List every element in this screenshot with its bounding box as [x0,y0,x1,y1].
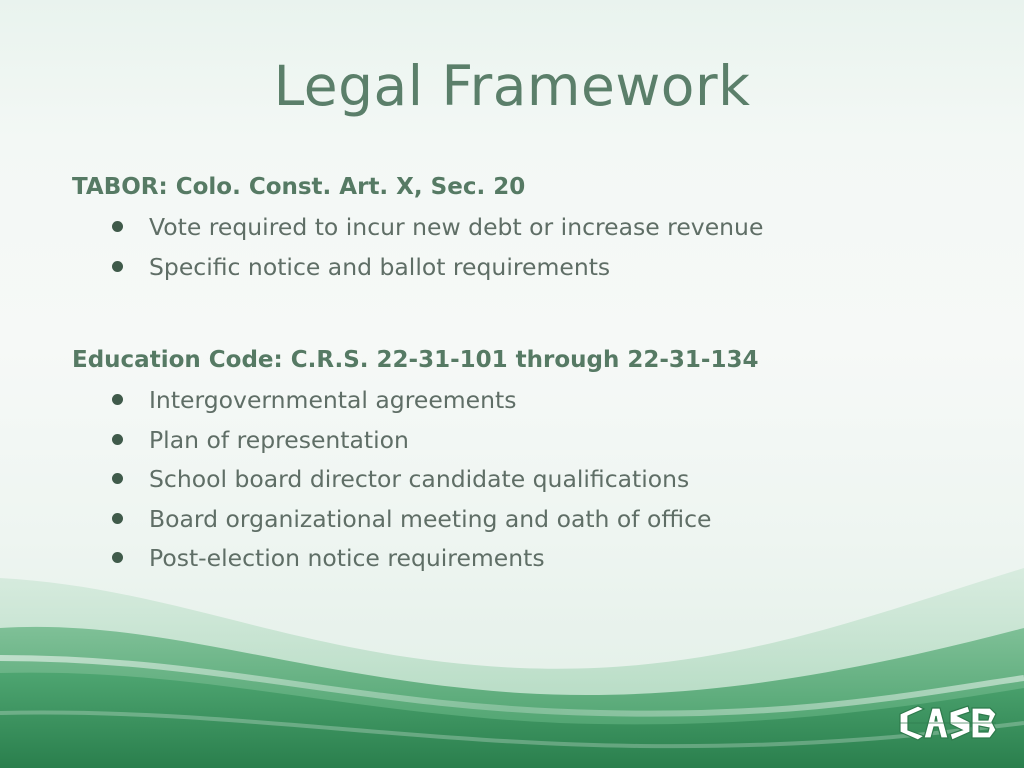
list-item-text: Post-election notice requirements [149,544,545,572]
bullet-icon [112,552,123,563]
section-spacer [72,287,952,345]
slide-content [72,172,952,579]
list-item-text: Board organizational meeting and oath of office [149,504,712,533]
section-education-code [72,345,952,579]
list-item-text: Plan of representation [149,425,409,454]
list-item [72,539,952,579]
bullet-list [72,208,952,287]
bullet-icon [112,473,123,484]
list-item [72,208,952,248]
bullet-icon [112,434,123,445]
list-item-text: Vote required to incur new debt or increase revenue [149,213,764,241]
list-item [72,248,952,288]
bullet-icon [112,513,123,524]
bullet-icon [112,394,123,405]
slide-title: Legal Framework [273,54,751,118]
section-tabor [72,172,952,287]
section-heading: Education Code: C.R.S. 22-31-101 through 22-31-134 [72,347,759,373]
section-heading: TABOR: Colo. Const. Art. X, Sec. 20 [72,174,526,200]
list-item-text: School board director candidate qualifications [149,465,690,493]
list-item [72,381,952,421]
list-item-text: Specific notice and ballot requirements [149,252,611,281]
bullet-icon [112,261,123,272]
list-item [72,460,952,500]
bullet-list [72,381,952,579]
casb-logo-icon [896,700,1000,744]
bullet-icon [112,221,123,232]
list-item [72,421,952,461]
list-item [72,500,952,540]
list-item-text: Intergovernmental agreements [149,386,517,414]
